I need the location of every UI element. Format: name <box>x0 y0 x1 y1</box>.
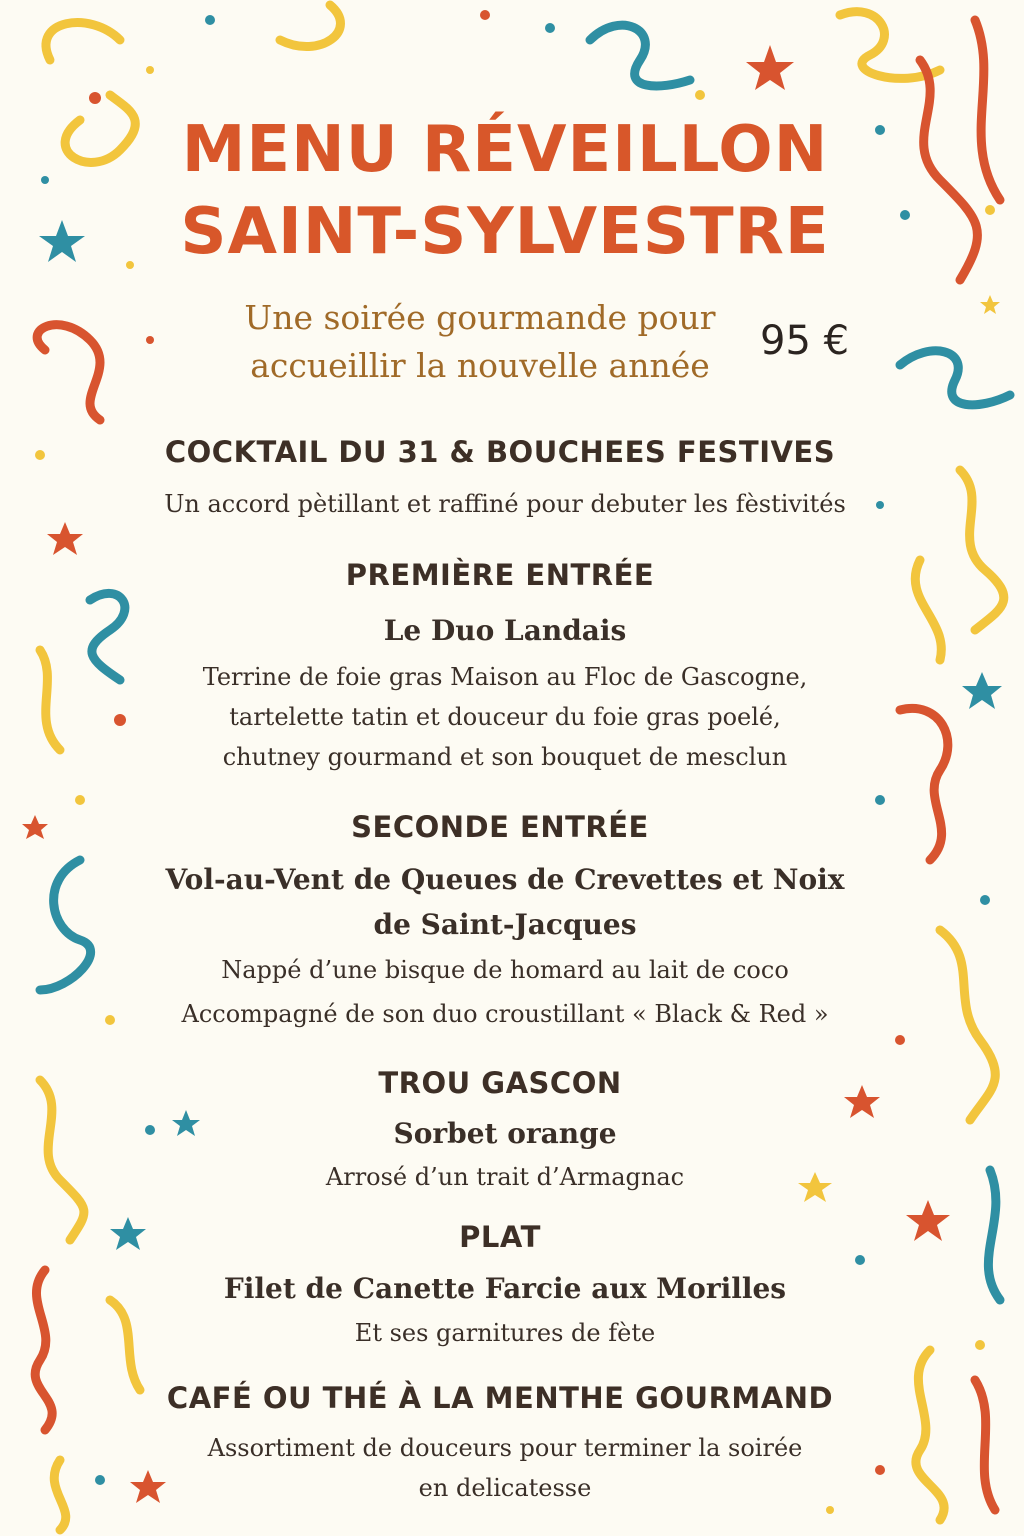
section-title-trou-gascon: TROU GASCON <box>378 1066 622 1100</box>
dish-desc-line: Accompagné de son duo croustillant « Black & Red » <box>181 1000 829 1028</box>
tagline-line2: accueillir la nouvelle année <box>250 346 710 385</box>
price: 95 € <box>760 318 850 364</box>
dish-name: de Saint-Jacques <box>373 908 637 941</box>
section-title-premiere-entree: PREMIÈRE ENTRÉE <box>345 558 655 592</box>
dish-name: Filet de Canette Farcie aux Morilles <box>223 1272 787 1305</box>
tagline-line1: Une soirée gourmande pour <box>244 298 716 337</box>
dish-name: Le Duo Landais <box>383 614 627 647</box>
dish-desc-line: tartelette tatin et douceur du foie gras poelé, <box>229 703 781 731</box>
section-desc-cocktail: Un accord pètillant et raffiné pour debuter les fèstivités <box>164 490 846 518</box>
dish-desc-line: Nappé d’une bisque de homard au lait de coco <box>221 956 789 984</box>
section-title-cocktail: COCKTAIL DU 31 & BOUCHEES FESTIVES <box>164 435 836 469</box>
menu-title-line1: MENU RÉVEILLON <box>181 113 829 187</box>
dish-desc-line: Assortiment de douceurs pour terminer la soirée <box>207 1434 803 1462</box>
section-title-plat: PLAT <box>459 1220 541 1254</box>
dish-desc-line: Terrine de foie gras Maison au Floc de Gascogne, <box>202 663 808 691</box>
dish-desc-line: en delicatesse <box>418 1474 592 1502</box>
dish-desc-line: Arrosé d’un trait d’Armagnac <box>325 1163 685 1191</box>
section-title-seconde-entree: SECONDE ENTRÉE <box>351 810 649 844</box>
menu-title-line2: SAINT-SYLVESTRE <box>180 195 830 269</box>
dish-name: Vol-au-Vent de Queues de Crevettes et Noix <box>165 863 845 896</box>
dish-name: Sorbet orange <box>393 1117 617 1150</box>
dish-desc-line: Et ses garnitures de fète <box>354 1319 656 1347</box>
dish-desc-line: chutney gourmand et son bouquet de mesclun <box>222 743 788 771</box>
tagline <box>180 294 780 390</box>
section-title-cafe: CAFÉ OU THÉ À LA MENTHE GOURMAND <box>166 1381 834 1415</box>
